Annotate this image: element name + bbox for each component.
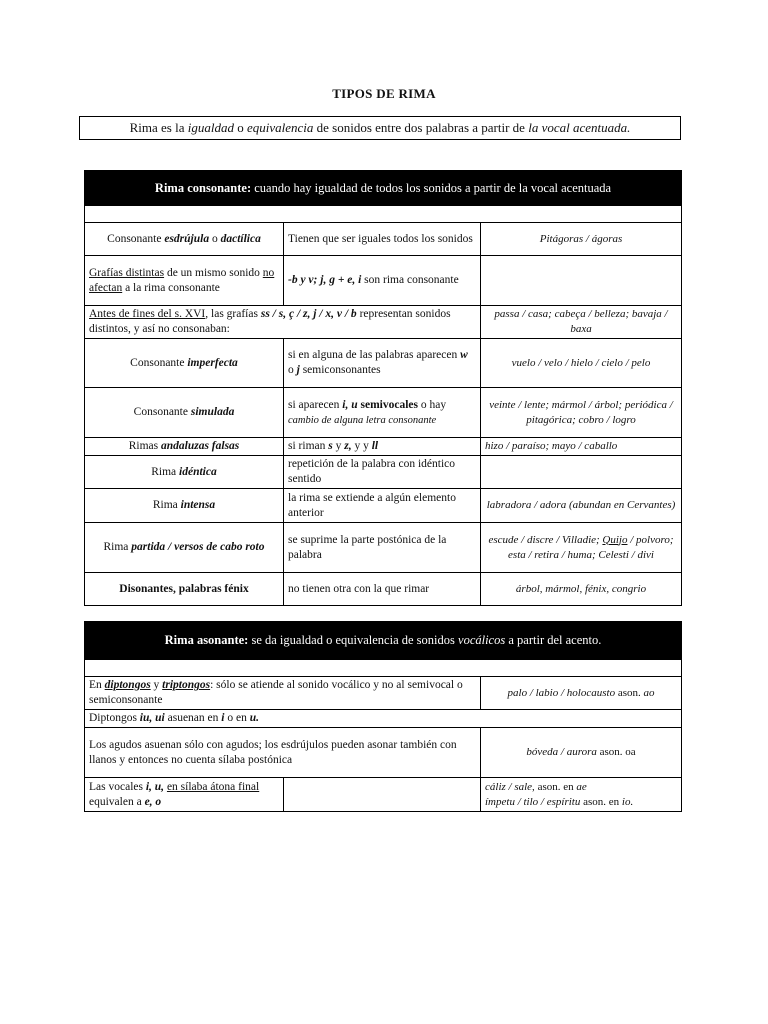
cell-term: i: [221, 712, 225, 724]
cell-text: o: [209, 232, 221, 245]
table-row: [85, 306, 682, 339]
rule-cell: no tienen otra con la que rimar: [284, 573, 481, 606]
cell-text: equivalen a: [89, 795, 145, 808]
cell-term: imperfecta: [187, 356, 238, 369]
cell-text: ason. en: [580, 795, 622, 808]
example-cell: árbol, mármol, fénix, congrio: [481, 573, 682, 606]
table-row: [85, 778, 682, 812]
cell-text: o en: [224, 712, 250, 724]
blank-cell: [85, 206, 682, 223]
example-cell: Pitágoras / ágoras: [481, 223, 682, 256]
example-cell: [481, 778, 682, 812]
cell-text: bóveda / aurora: [526, 746, 597, 758]
type-cell: [85, 573, 284, 606]
cell-text: Consonante: [133, 406, 191, 418]
cell-text: o: [288, 364, 297, 376]
example-cell: labradora / adora (abundan en Cervantes): [481, 489, 682, 523]
rule-cell: [284, 438, 481, 456]
example-cell: [481, 728, 682, 778]
table-row: [85, 339, 682, 388]
cell-term: -b y v; j, g + e, i: [288, 274, 362, 286]
cell-text: ae: [576, 780, 587, 793]
table-row: [85, 728, 682, 778]
page-title: TIPOS DE RIMA: [332, 86, 436, 101]
example-cell: [481, 456, 682, 489]
type-cell: [85, 456, 284, 489]
cell-text: Diptongos: [89, 712, 140, 724]
type-cell: [85, 339, 284, 388]
cell-text: o hay: [417, 398, 447, 411]
consonant-rhyme-table: [84, 170, 682, 606]
cell-text: Rima: [151, 465, 180, 478]
cell-text: Las vocales: [89, 780, 146, 793]
type-cell: [85, 388, 284, 438]
assonant-header: [85, 622, 682, 660]
assonant-header-label: Rima asonante:: [164, 633, 249, 647]
table-row: [85, 677, 682, 710]
type-cell: [85, 710, 682, 728]
definition-term-vocal: la vocal acentuada.: [528, 120, 631, 135]
type-cell: [85, 677, 481, 710]
example-cell: [481, 677, 682, 710]
cell-term: ll: [371, 440, 379, 452]
cell-text: y y: [351, 440, 372, 452]
rule-cell: Tienen que ser iguales todos los sonidos: [284, 223, 481, 256]
cell-term: partida / versos de cabo roto: [131, 541, 265, 553]
definition-box: [79, 116, 681, 140]
rule-cell: la rima se extiende a algún elemento anterior: [284, 489, 481, 523]
cell-text: Consonante: [107, 232, 165, 245]
cell-term: andaluzas falsas: [160, 440, 240, 452]
cell-term: triptongos: [162, 679, 211, 691]
definition-text-1: Rima es la: [129, 120, 188, 135]
cell-text: a la rima consonante: [122, 281, 220, 294]
consonant-blank-row: [85, 206, 682, 223]
cell-term: simulada: [190, 406, 235, 418]
cell-term: idéntica: [179, 465, 217, 478]
cell-term: semivocales: [357, 398, 418, 411]
cell-term: i, u,: [145, 780, 165, 793]
example-cell: hizo / paraíso; mayo / caballo: [481, 438, 682, 456]
cell-text: io.: [621, 795, 634, 808]
cell-term: iu, ui: [139, 712, 165, 724]
example-cell: [481, 256, 682, 306]
type-cell: [85, 489, 284, 523]
cell-term: Disonantes, palabras fénix: [119, 582, 249, 595]
consonant-header-row: [85, 171, 682, 206]
example-cell: passa / casa; cabeça / belleza; bavaja / baxa: [481, 306, 682, 339]
cell-text: Antes de fines del s. XVI: [89, 308, 206, 320]
cell-text: en sílaba átona final: [166, 780, 260, 793]
table-row: [85, 388, 682, 438]
table-row: [85, 573, 682, 606]
cell-text: ason. oa: [596, 746, 636, 758]
cell-text: Consonante: [130, 356, 188, 369]
type-cell: [85, 223, 284, 256]
cell-term: dactílica: [220, 232, 261, 245]
cell-text: escude / discre / Villadie;: [488, 533, 603, 546]
cell-text: Grafías distintas: [89, 266, 165, 279]
cell-term: esdrújula: [164, 232, 210, 245]
rule-cell: [284, 256, 481, 306]
cell-term: cambio de alguna letra consonante: [288, 414, 437, 426]
definition-term-equivalencia: equivalencia: [246, 120, 314, 135]
type-cell: [85, 438, 284, 456]
blank-cell: [85, 660, 682, 677]
table-row: [85, 523, 682, 573]
cell-text: si aparecen: [288, 398, 343, 411]
type-cell: Los agudos asuenan sólo con agudos; los esdrújulos pueden asonar también con llanos y entonces no cuenta sílaba postónica: [85, 728, 481, 778]
cell-text: palo / labio / holocausto: [507, 686, 616, 699]
table-row: [85, 710, 682, 728]
rule-cell: [284, 388, 481, 438]
cell-term: u.: [249, 712, 259, 724]
cell-text: no afectan: [89, 266, 275, 294]
consonant-header-text: cuando hay igualdad de todos los sonidos a partir de la vocal acentuada: [251, 180, 612, 195]
cell-text: si en alguna de las palabras aparecen: [288, 349, 461, 361]
table-row: [85, 223, 682, 256]
rule-cell: [284, 778, 481, 812]
cell-term: i, u: [342, 398, 358, 411]
rule-cell: [284, 339, 481, 388]
cell-term: w: [460, 349, 468, 361]
cell-text: ason. en: [534, 780, 577, 793]
table-row: [85, 489, 682, 523]
cell-text: de un mismo sonido: [164, 266, 263, 279]
cell-text: ao: [643, 686, 655, 699]
cell-text: ímpetu / tilo / espíritu: [485, 795, 581, 808]
cell-term: intensa: [180, 499, 216, 511]
assonant-header-term: vocálicos: [458, 633, 506, 647]
cell-term: s: [328, 440, 333, 452]
cell-term: z,: [344, 440, 352, 452]
example-cell: veinte / lente; mármol / árbol; periódica / pitagórica; cobro / logro: [481, 388, 682, 438]
definition-term-igualdad: igualdad: [187, 120, 234, 135]
type-cell: [85, 778, 284, 812]
type-cell: [85, 306, 481, 339]
cell-text: Rimas: [128, 440, 161, 452]
assonant-header-text: a partir del acento.: [505, 633, 602, 647]
cell-text: semiconsonantes: [299, 364, 381, 376]
cell-term: diptongos: [104, 679, 151, 691]
definition-text-2: o: [233, 120, 247, 135]
assonant-header-text: se da igualdad o equivalencia de sonidos: [248, 633, 459, 647]
definition-text-3: de sonidos entre dos palabras a partir de: [313, 120, 529, 135]
cell-text: Rima: [152, 499, 181, 511]
example-cell: vuelo / velo / hielo / cielo / pelo: [481, 339, 682, 388]
cell-text: , las grafías: [205, 308, 261, 320]
table-row: [85, 456, 682, 489]
table-row: [85, 256, 682, 306]
cell-text: ason.: [615, 686, 644, 699]
cell-text: cáliz / sale,: [485, 780, 535, 793]
cell-term: j: [296, 364, 300, 376]
cell-text: asuenan en: [164, 712, 222, 724]
assonant-blank-row: [85, 660, 682, 677]
rule-cell: repetición de la palabra con idéntico sentido: [284, 456, 481, 489]
assonant-rhyme-table: [84, 621, 682, 812]
example-cell: [481, 523, 682, 573]
cell-text: En: [89, 679, 105, 691]
table-row: [85, 438, 682, 456]
rule-cell: se suprime la parte postónica de la palabra: [284, 523, 481, 573]
type-cell: [85, 256, 284, 306]
consonant-header-label: Rima consonante:: [154, 180, 252, 195]
cell-text: y: [150, 679, 163, 691]
cell-text: y: [332, 440, 345, 452]
cell-text: : sólo se atiende al sonido vocálico y no al semivocal o semiconsonante: [89, 679, 463, 706]
cell-text: son rima consonante: [361, 274, 459, 286]
cell-text: representan sonidos distintos, y así no consonaban:: [89, 308, 451, 335]
cell-text: Quijo: [602, 533, 628, 546]
cell-term: ss / s, ç / z, j / x, v / b: [260, 308, 357, 320]
cell-text: si riman: [288, 440, 329, 452]
cell-text: / polvoro; esta / retira / huma; Celesti / divi: [508, 533, 674, 561]
cell-term: e, o: [144, 795, 162, 808]
type-cell: [85, 523, 284, 573]
cell-text: Rima: [103, 541, 132, 553]
consonant-header: [85, 171, 682, 206]
assonant-header-row: [85, 622, 682, 660]
